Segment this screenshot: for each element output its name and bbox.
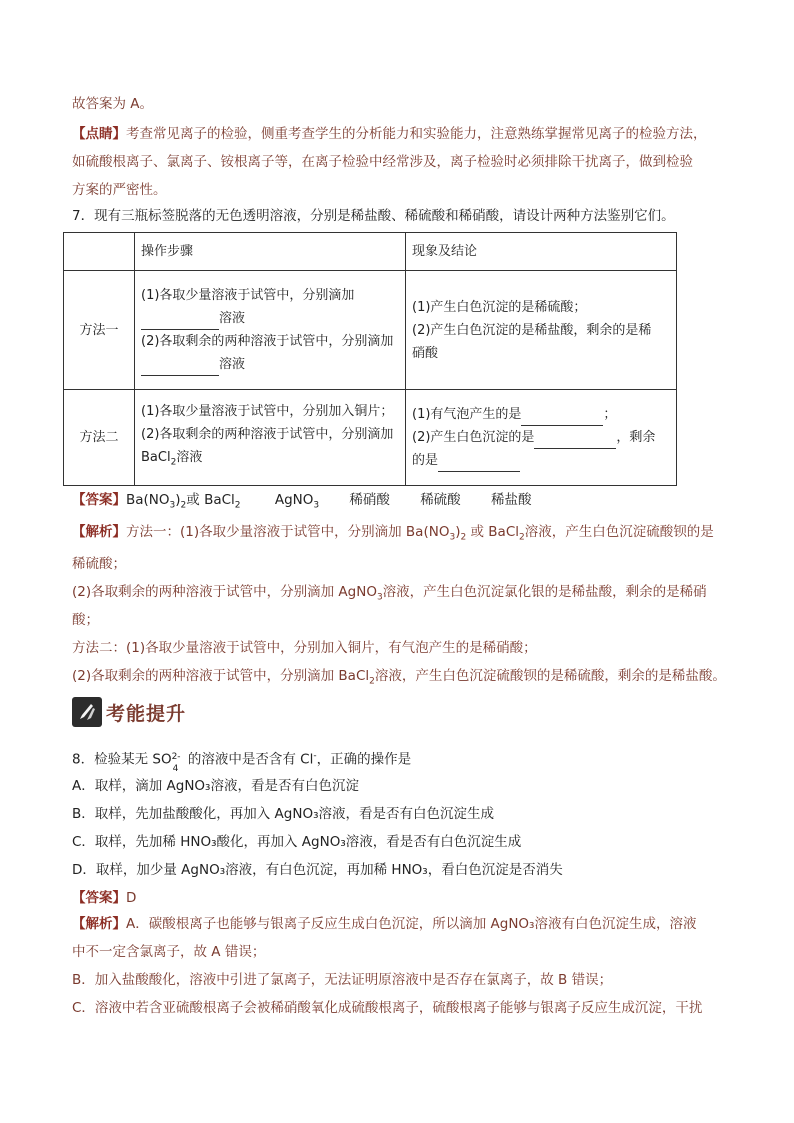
q7-answer-tag: 【答案】: [72, 492, 126, 508]
m1-res1: (1)产生白色沉淀的是稀硫酸；: [412, 299, 587, 315]
q7-answer: [72, 490, 734, 516]
q7-table: [63, 232, 677, 486]
q8-option-c: C．取样，先加稀 HNO₃酸化，再加入 AgNO₃溶液，看是否有白色沉淀生成: [72, 834, 522, 850]
m1-blank-2[interactable]: [141, 359, 219, 376]
q7-analysis-3: (2)各取剩余的两种溶液于试管中，分别滴加 AgNO$_3$溶液，产生白色沉淀氯化银的是稀盐酸，剩余的是稀硝: [72, 584, 707, 603]
tip-text-1: 考查常见离子的检验，侧重考查学生的分析能力和实验能力，注意熟练掌握常见离子的检验方法，: [126, 126, 707, 142]
q7-answer-4: 稀硫酸: [420, 492, 461, 508]
q7-answer-5: 稀盐酸: [490, 492, 532, 508]
q8-option-d: D．取样，加少量 AgNO₃溶液，有白色沉淀，再加稀 HNO₃，看白色沉淀是否消失: [72, 862, 563, 878]
m1-res2: (2)产生白色沉淀的是稀盐酸，剩余的是稀: [412, 322, 652, 338]
m1-op2-line: [141, 353, 399, 376]
q7-stem: 7．现有三瓶标签脱落的无色透明溶液，分别是稀盐酸、稀硫酸和稀硝酸，请设计两种方法鉴别它们。: [72, 208, 675, 224]
tip-tag: 【点睛】: [72, 126, 126, 142]
table-corner: [64, 233, 135, 271]
q7-analysis-2: 稀硫酸；: [72, 556, 126, 572]
m1-op2-suffix: 溶液: [219, 357, 246, 372]
m2-res2: (2)产生白色沉淀的是 ，剩余: [412, 426, 670, 449]
m1-op1-suffix: 溶液: [219, 311, 246, 326]
tip-line-3: 方案的严密性。: [72, 182, 167, 198]
pencil-icon: [72, 697, 102, 727]
method2-results: [406, 390, 677, 486]
m1-op1-line: [141, 307, 399, 330]
q8-analysis-3: B．加入盐酸酸化，溶液中引进了氯离子，无法证明原溶液中是否存在氯离子，故 B 错误；: [72, 972, 613, 988]
header-result: 现象及结论: [406, 233, 677, 271]
method1-ops: [135, 271, 406, 390]
q8-option-b: B．取样，先加盐酸酸化，再加入 AgNO₃溶液，看是否有白色沉淀生成: [72, 806, 494, 822]
q8-analysis-1: 【解析】A．碳酸根离子也能够与银离子反应生成白色沉淀，所以滴加 AgNO₃溶液有白色沉淀生成，溶液: [72, 916, 697, 932]
method2-name: 方法二: [64, 390, 135, 486]
m2-blank-3[interactable]: [438, 455, 520, 472]
m2-blank-1[interactable]: [521, 409, 603, 426]
m1-res3: 硝酸: [412, 345, 439, 361]
method2-ops: [135, 390, 406, 486]
method1-name: 方法一: [64, 271, 135, 390]
m2-op3-suffix: 溶液: [176, 450, 203, 466]
q8-option-a: A．取样，滴加 AgNO₃溶液，看是否有白色沉淀: [72, 778, 359, 794]
q7-answer-1: $Ba(NO_3)_2$或 BaCl$_2$: [126, 492, 241, 511]
m2-blank-2[interactable]: [534, 432, 616, 449]
m2-op2: (2)各取剩余的两种溶液于试管中，分别滴加: [141, 427, 394, 443]
section-header: [72, 695, 186, 729]
table-header-row: [64, 233, 677, 271]
m2-res1: (1)有气泡产生的是 ；: [412, 403, 670, 426]
q8-analysis-4: C．溶液中若含亚硫酸根离子会被稀硝酸氧化成硫酸根离子，硫酸根离子能够与银离子反应生成沉淀，干扰: [72, 1000, 703, 1016]
section-title: 考能提升: [106, 702, 187, 725]
m2-op1: (1)各取少量溶液于试管中，分别加入铜片；: [141, 404, 394, 420]
tip-line-1: [72, 124, 734, 144]
m1-blank-1[interactable]: [141, 313, 219, 330]
q8-analysis-2: 中不一定含氯离子，故 A 错误；: [72, 944, 266, 960]
q7-answer-2: AgNO$_3$: [274, 492, 320, 511]
m2-res3: 的是: [412, 449, 670, 472]
table-row-method1: [64, 271, 677, 390]
q7-answer-3: 稀硝酸: [349, 492, 390, 508]
m2-op3: [141, 446, 399, 475]
tip-line-2: 如硫酸根离子、氯离子、铵根离子等，在离子检验中经常涉及，离子检验时必须排除干扰离子，做到检验: [72, 154, 693, 170]
m1-op2: (2)各取剩余的两种溶液于试管中，分别滴加: [141, 334, 394, 349]
m2-formula: BaCl: [141, 450, 171, 466]
m1-op1: (1)各取少量溶液于试管中，分别滴加: [141, 288, 355, 303]
q7-analysis-1: 【解析】方法一：(1)各取少量溶液于试管中，分别滴加 $Ba(NO_3)_2$ 或 BaCl$_2$溶液，产生白色沉淀硫酸钡的是: [72, 524, 714, 543]
q7-analysis-6: (2)各取剩余的两种溶液于试管中，分别滴加 BaCl$_2$溶液，产生白色沉淀硫酸钡的是稀硫酸，剩余的是稀盐酸。: [72, 668, 726, 687]
m2-formula-sub: 2: [170, 457, 177, 468]
q8-answer: 【答案】D: [72, 890, 137, 906]
answer-conclusion: 故答案为 A。: [72, 96, 154, 112]
method1-results: [406, 271, 677, 390]
q7-analysis-5: 方法二：(1)各取少量溶液于试管中，分别加入铜片，有气泡产生的是稀硝酸；: [72, 640, 537, 656]
table-row-method2: [64, 390, 677, 486]
header-ops: 操作步骤: [135, 233, 406, 271]
q8-stem: 8．检验某无 SO 2- 4 的溶液中是否含有 Cl-，正确的操作是: [72, 751, 412, 774]
q7-analysis-tag: 【解析】: [72, 524, 126, 540]
q7-analysis-4: 酸；: [72, 612, 99, 628]
